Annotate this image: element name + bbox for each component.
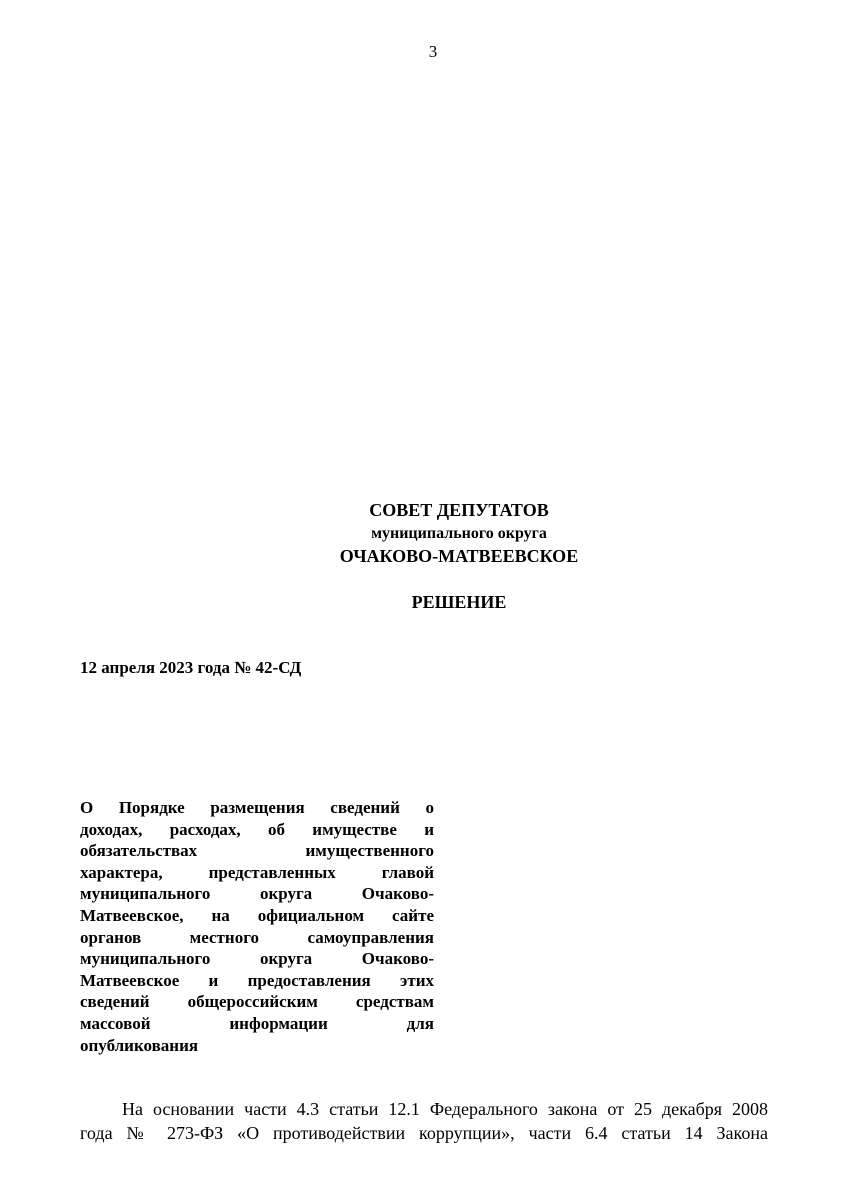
- subject-line: органов местного самоуправления: [80, 927, 434, 947]
- subject-line: обязательствах имущественного: [80, 841, 434, 861]
- subject-line: муниципального округа Очаково-: [80, 949, 434, 969]
- page-number: 3: [428, 42, 438, 61]
- subject-line: Матвеевское, на официальном сайте: [80, 905, 434, 925]
- subject-line: доходах, расходах, об имуществе и: [80, 819, 434, 839]
- subject-line: О Порядке размещения сведений о: [80, 798, 434, 817]
- subject-line: характера, представленных главой: [80, 862, 434, 882]
- council-title: СОВЕТ ДЕПУТАТОВ: [369, 500, 549, 520]
- decision-subject: [80, 797, 434, 1056]
- district-name: ОЧАКОВО-МАТВЕЕВСКОЕ: [339, 546, 579, 566]
- decision-title: РЕШЕНИЕ: [411, 592, 507, 612]
- subject-line: массовой информации для: [80, 1013, 434, 1033]
- document-header: [300, 499, 618, 568]
- subject-line: Матвеевское и предоставления этих: [80, 970, 434, 990]
- subject-line: муниципального округа Очаково-: [80, 884, 434, 904]
- body-line: На основании части 4.3 статьи 12.1 Федерального закона от 25 декабря 2008: [122, 1099, 768, 1119]
- municipal-line: муниципального округа: [371, 525, 547, 542]
- subject-line: опубликования: [80, 1035, 199, 1055]
- subject-line: сведений общероссийским средствам: [80, 992, 434, 1012]
- decision-date-number: 12 апреля 2023 года № 42-СД: [80, 658, 302, 677]
- body-line: года № 273-ФЗ «О противодействии коррупции», части 6.4 статьи 14 Закона: [80, 1123, 768, 1143]
- body-paragraph: [80, 1097, 768, 1145]
